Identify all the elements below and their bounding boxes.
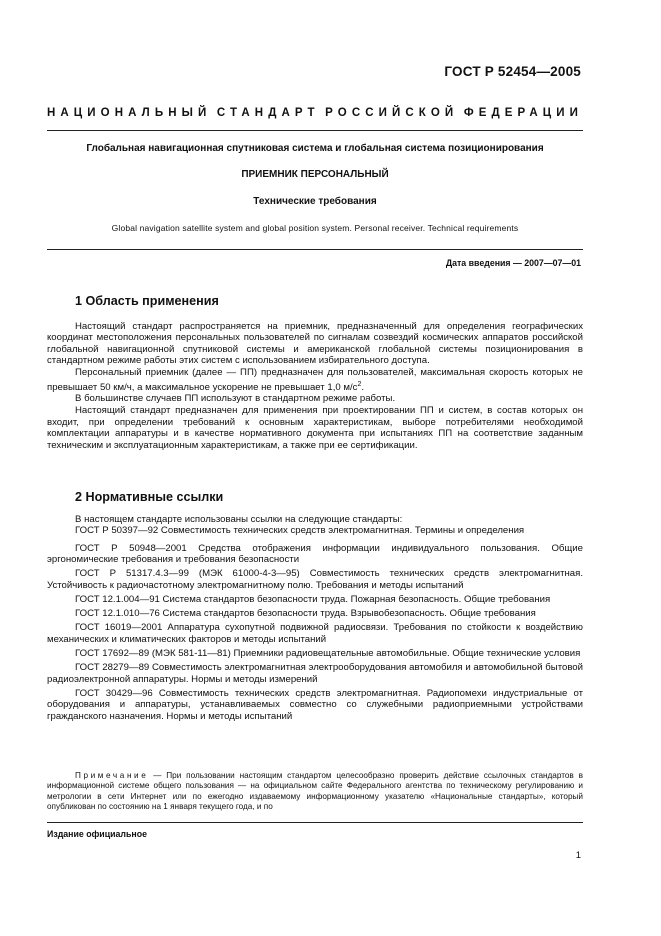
english-title: Global navigation satellite system and global position system. Personal receiver. Technical requirements bbox=[111, 223, 519, 233]
section-normative-references bbox=[47, 492, 583, 725]
divider bbox=[47, 822, 583, 823]
reference-item: ГОСТ 28279—89 Совместимость электромагнитная электрооборудования автомобиля и автомобильной бытовой радиоэлектронной аппаратуры. Нормы и методы измерений bbox=[47, 662, 583, 685]
reference-item: ГОСТ 12.1.010—76 Система стандартов безопасности труда. Взрывобезопасность. Общие требования bbox=[75, 608, 536, 620]
banner-word: СТАНДАРТ bbox=[216, 107, 320, 119]
document-title: Глобальная навигационная спутниковая система и глобальная система позиционирования bbox=[86, 143, 544, 154]
reference-item: ГОСТ 16019—2001 Аппаратура сухопутной подвижной радиосвязи. Требования по стойкости к воздействию механических и климатических факторов и методы испытаний bbox=[47, 622, 583, 645]
section-scope bbox=[47, 296, 583, 451]
note-label: Примечание bbox=[75, 771, 149, 780]
banner-word: НАЦИОНАЛЬНЫЙ bbox=[47, 107, 212, 119]
divider bbox=[47, 249, 583, 250]
reference-item: ГОСТ Р 50948—2001 Средства отображения информации индивидуального пользования. Общие эргономические требования и требования безопасности bbox=[47, 542, 583, 566]
paragraph: Настоящий стандарт распространяется на приемник, предназначенный для определения географических координат местоположения персональных пользователей по сигналам созвездий космических аппаратов российской глобальной навигационной спутниковой системы и американской глобальной системы позиционирования в стандартном режиме работы этих систем с использованием избирательного доступа. bbox=[47, 320, 583, 367]
product-name: ПРИЕМНИК ПЕРСОНАЛЬНЫЙ bbox=[241, 169, 389, 180]
edition-label: Издание официальное bbox=[47, 829, 147, 839]
paragraph: В настоящем стандарте использованы ссылки на следующие стандарты: bbox=[75, 513, 403, 525]
reference-item: ГОСТ 17692—89 (МЭК 581-11—81) Приемники радиовещательные автомобильные. Общие технические условия bbox=[75, 648, 581, 660]
reference-item: ГОСТ 30429—96 Совместимость технических средств электромагнитная. Радиопомехи индустриальные от оборудования и аппаратуры, устанавливаемых совместно со служебными радиоприемными устройствами гражданского назначения. Нормы и методы испытаний bbox=[47, 687, 583, 722]
reference-item: ГОСТ Р 50397—92 Совместимость технических средств электромагнитная. Термины и определения bbox=[75, 525, 525, 537]
section-heading: 1 Область применения bbox=[75, 294, 219, 308]
reference-item: ГОСТ 12.1.004—91 Система стандартов безопасности труда. Пожарная безопасность. Общие требования bbox=[75, 594, 551, 606]
paragraph: Настоящий стандарт предназначен для применения при проектировании ПП и систем, в состав которых он входит, при определении требований к основным характеристикам, выборе потребителями необходимой комплектации аппаратуры и в качестве нормативного документа при испытаниях ПП на соответствие заданным техническим и эксплуатационным характеристикам, а также при ее сертификации. bbox=[47, 404, 583, 451]
banner-word: ФЕДЕРАЦИИ bbox=[463, 107, 583, 119]
introduction-date: Дата введения — 2007—07—01 bbox=[445, 258, 581, 268]
document-code: ГОСТ Р 52454—2005 bbox=[444, 64, 581, 79]
paragraph: В большинстве случаев ПП используют в стандартном режиме работы. bbox=[75, 393, 396, 405]
note bbox=[47, 771, 583, 813]
section-heading: 2 Нормативные ссылки bbox=[75, 490, 224, 504]
paragraph: Персональный приемник (далее — ПП) предназначен для пользователей, максимальная скорость которых не превышает 50 км/ч, а максимальное ускорение не превышает 1,0 $м/с^2$. bbox=[47, 366, 583, 393]
national-standard-banner bbox=[47, 107, 583, 131]
page-number: 1 bbox=[575, 850, 581, 861]
note-text: — При пользовании настоящим стандартом целесообразно проверить действие ссылочных стандартов в информационной системе общего пользования — на официальном сайте Федерального агентства по техническому регулированию и метрологии в сети Интернет или по ежегодно издаваемому информационному указателю «Национальные стандарты», который опубликован по состоянию на 1 января текущего года, и по bbox=[47, 771, 583, 812]
document-subtitle: Технические требования bbox=[253, 196, 377, 207]
reference-item: ГОСТ Р 51317.4.3—99 (МЭК 61000-4-3—95) Совместимость технических средств электромагнитная. Устойчивость к радиочастотному электромагнитному полю. Требования и методы испытаний bbox=[47, 568, 583, 592]
banner-word: РОССИЙСКОЙ bbox=[325, 107, 459, 119]
